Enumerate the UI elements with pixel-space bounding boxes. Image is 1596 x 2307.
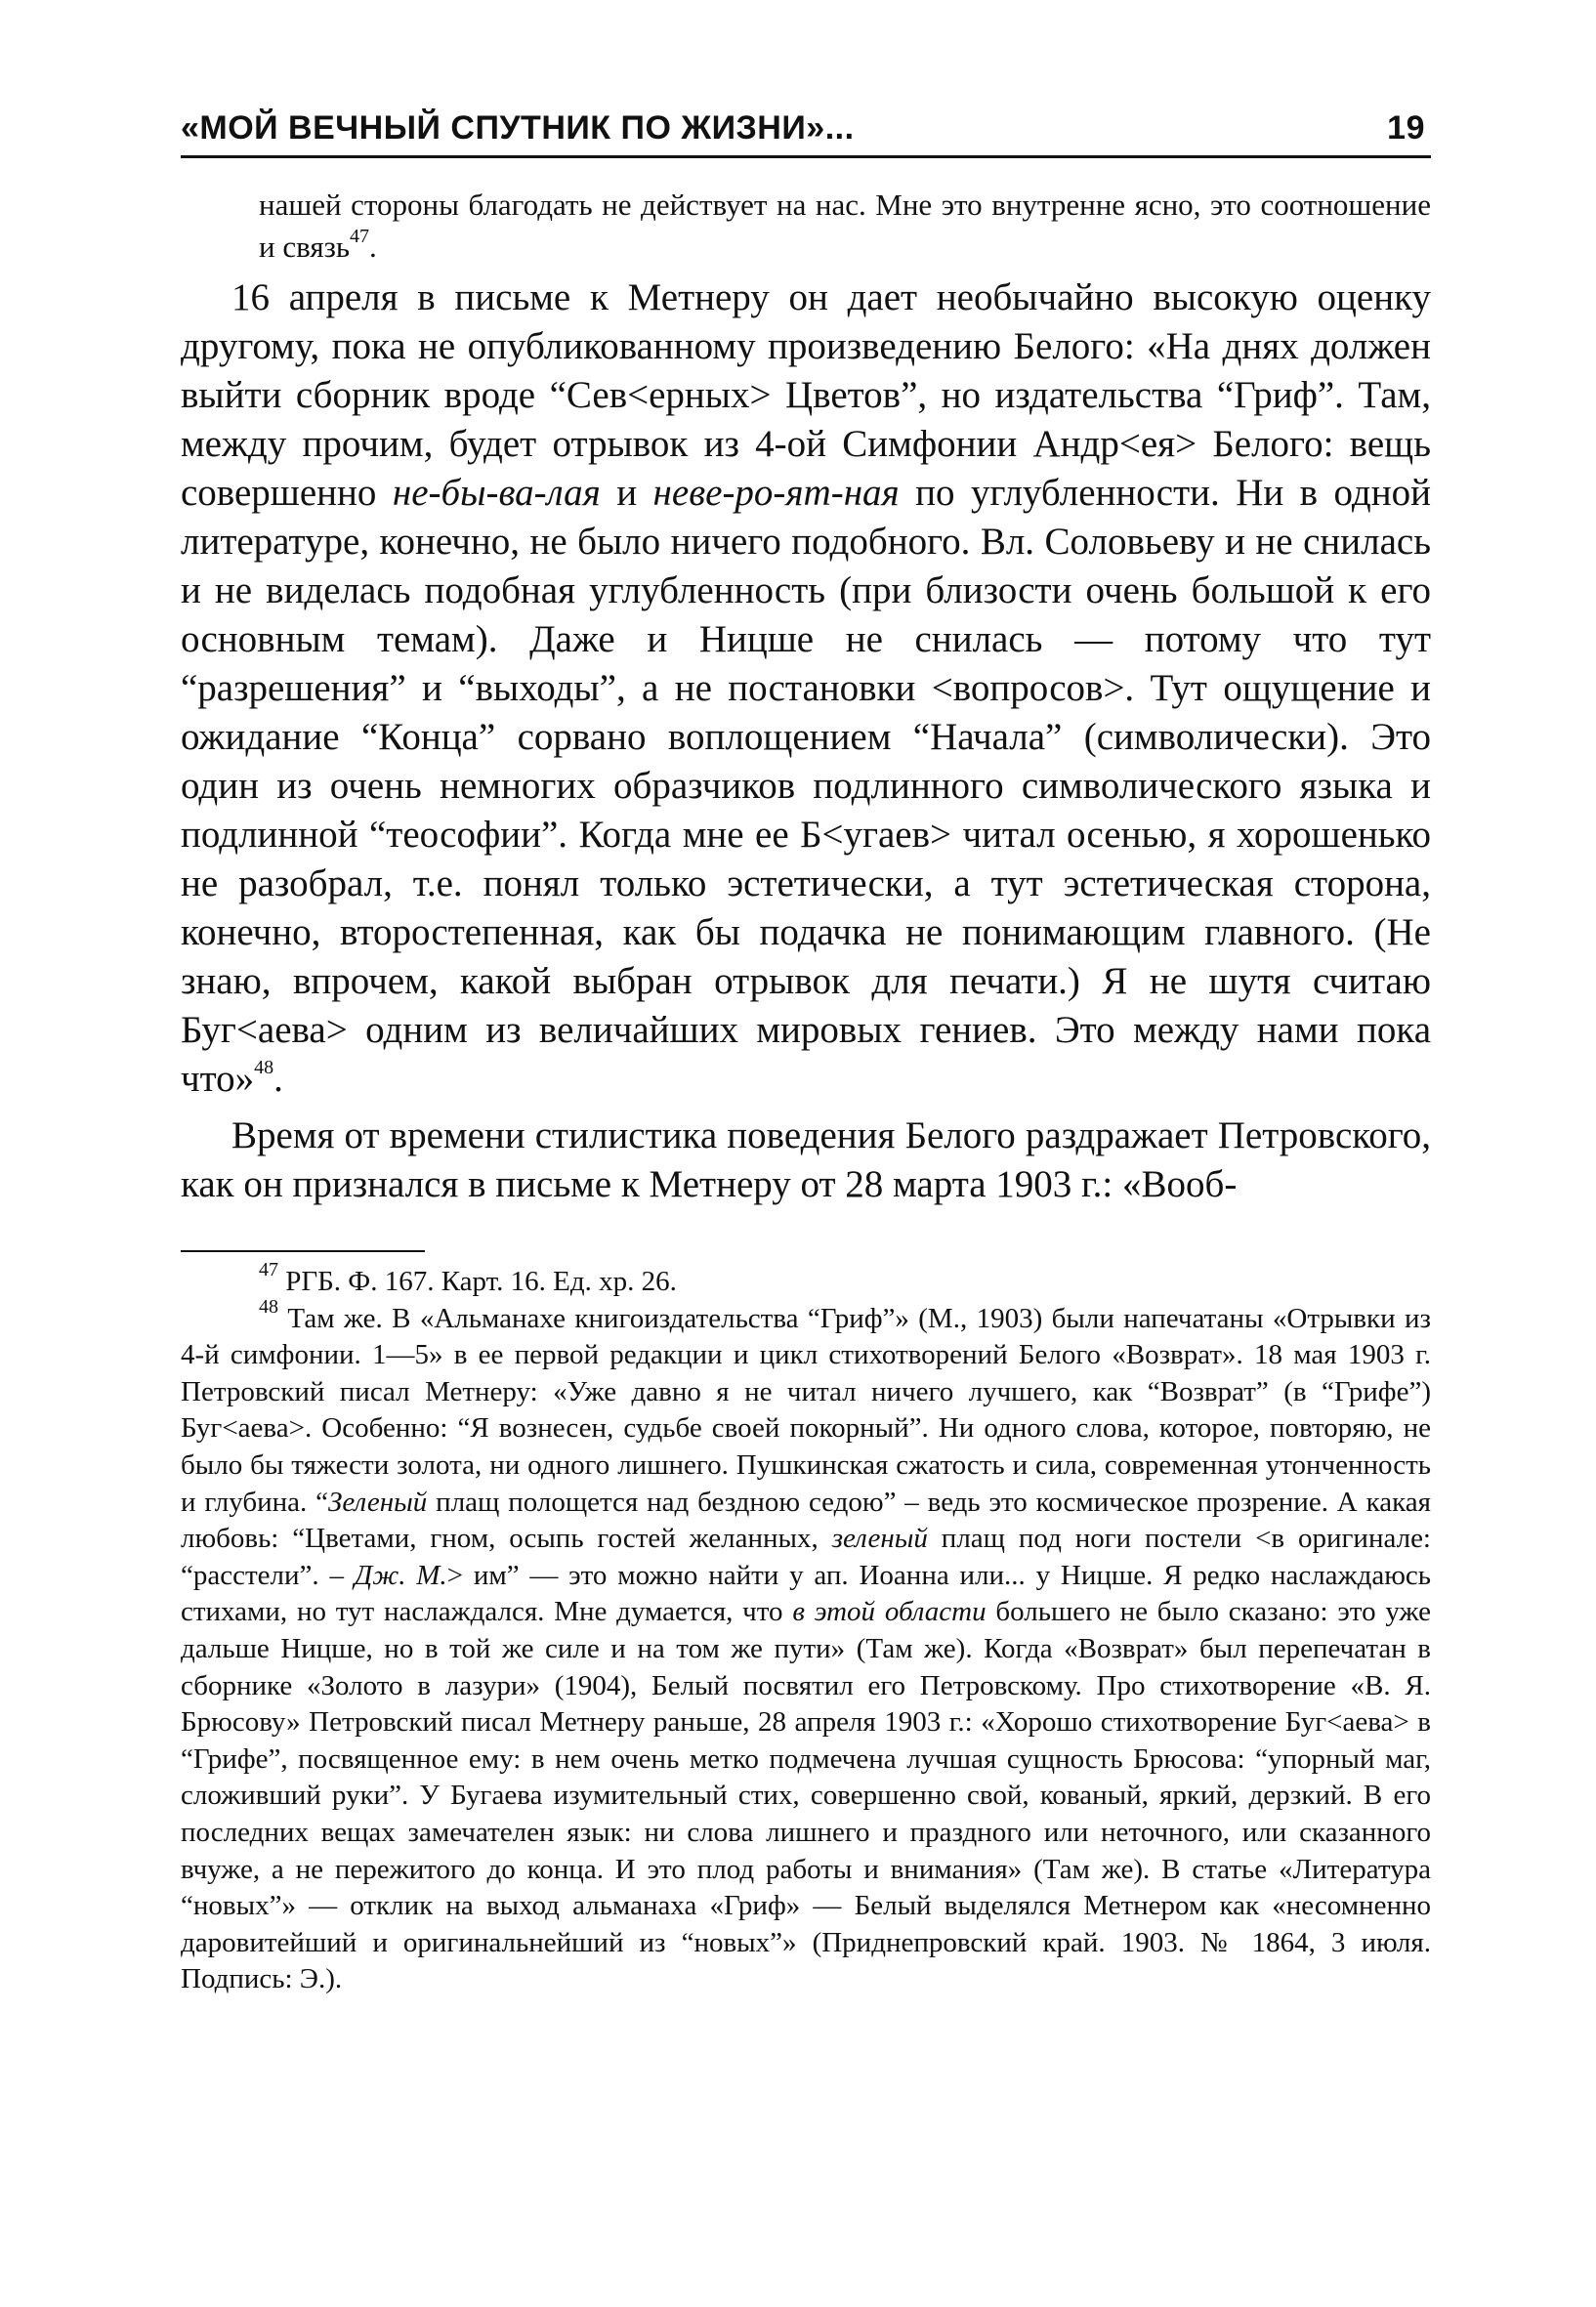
footnote-48-text-4: > им” — это можно найти у ап. Иоанна или... у Ницше. Я редко наслаждаюсь стихами, но тут наслаждался. Мне думается, что — [181, 1559, 1431, 1628]
running-title: «МОЙ ВЕЧНЫЙ СПУТНИК ПО ЖИЗНИ»... — [181, 109, 855, 147]
paragraph-1-part-b: и — [600, 472, 653, 514]
paragraph-1-emphasis-2: неве-ро-ят-ная — [652, 472, 900, 514]
footnote-48-emphasis-2: зеленый — [831, 1523, 928, 1555]
quote-continuation-text: нашей стороны благодать не действует на нас. Мне это внутренне ясно, это соотношение и связь — [259, 188, 1431, 264]
footnote-ref-48[interactable]: 48 — [254, 1057, 274, 1078]
footnote-separator — [181, 1250, 425, 1252]
paragraph-1-part-a: 16 апреля в письме к Метнеру он дает необычайно высокую оценку другому, пока не опубликованному произведению Белого: «На днях должен выйти сборник вроде “Сев<ерных> Цветов”, но издательства “Гриф”. Там, между прочим, будет отрывок из 4-ой Симфонии Андр<ея> Белого: вещь совершенно — [181, 276, 1431, 514]
footnote-48-text-2: плащ полощется над бездною седою” – ведь это космическое прозрение. А какая любовь: “Цветами, гном, осыпь гостей желанных, — [181, 1486, 1431, 1555]
footnotes — [181, 1259, 1431, 1998]
paragraph-1-part-c: по углубленности. Ни в одной литературе, конечно, не было ничего подобного. Вл. Соловьеву и не снилась и не виделась подобная углубленность (при близости очень большой к его основным темам). Даже и Ницше не снилась — потому что тут “разрешения” и “выходы”, а не постановки <вопросов>. Тут ощущение и ожидание “Конца” сорвано воплощением “Начала” (символически). Это один из очень немногих образчиков подлинного символического языка и подлинной “теософии”. Когда мне ее Б<угаев> читал осенью, я хорошенько не разобрал, т.е. понял только эстетически, а тут эстетическая сторона, конечно, второстепенная, как бы подачка не понимающим главного. (Не знаю, впрочем, какой выбран отрывок для печати.) Я не шутя считаю Буг<аева> одним из величайших мировых гениев. Это между нами пока что» — [181, 472, 1432, 1100]
paragraph-1-end: . — [273, 1058, 283, 1100]
footnote-48 — [181, 1295, 1431, 1998]
footnote-48-text-3: плащ под ноги постели <в оригинале: “расстели”. – — [181, 1523, 1431, 1591]
footnote-48-emphasis-3: Дж. М. — [354, 1559, 447, 1591]
footnote-48-text-1: Там же. В «Альманахе книгоиздательства “Гриф”» (М., 1903) были напечатаны «Отрывки из 4-й симфонии. 1—5» в ее первой редакции и цикл стихотворений Белого «Возврат». 18 мая 1903 г. Петровский писал Метнеру: «Уже давно я не читал ничего лучшего, как “Возврат” (в “Грифе”) Буг<аева>. Особенно: “Я вознесен, судьбе своей покорный”. Ни одного слова, которое, повторяю, не было бы тяжести золота, ни одного лишнего. Пушкинская сжатость и сила, современная утонченность и глубина. “ — [181, 1302, 1431, 1518]
page-number: 19 — [1387, 109, 1425, 147]
quote-continuation-end: . — [368, 230, 377, 264]
paragraph-1 — [181, 273, 1431, 1104]
running-header — [181, 109, 1431, 158]
footnote-47 — [181, 1259, 1431, 1301]
footnote-47-number: 47 — [259, 1259, 278, 1281]
footnote-48-emphasis-4: в этой области — [792, 1596, 987, 1628]
footnote-48-text-5: большего не было сказано: это уже дальше Ницше, но в той же силе и на том же пути» (Там же). Когда «Возврат» был перепечатан в сборнике «Золото в лазури» (1904), Белый посвятил его Петровскому. Про стихотворение «В. Я. Брюсову» Петровский писал Метнеру раньше, 28 апреля 1903 г.: «Хорошо стихотворение Буг<аева> в “Грифе”, посвященное ему: в нем очень метко подмечена лучшая сущность Брюсова: “упорный маг, сложивший руки”. У Бугаева изумительный стих, совершенно свой, кованый, яркий, дерзкий. В его последних вещах замечателен язык: ни слова лишнего и праздного или неточного, или сказанного вчуже, а не пережитого до конца. И это плод работы и внимания» (Там же). В статье «Литература “новых”» — отклик на выход альманаха «Гриф» — Белый выделялся Метнером как «несомненно даровитейший и оригинальнейший из “новых”» (Приднепровский край. 1903. № 1864, 3 июля. Подпись: Э.). — [181, 1596, 1431, 1995]
footnote-48-number: 48 — [259, 1295, 278, 1318]
quote-continuation — [181, 184, 1431, 268]
footnote-48-emphasis-1: Зеленый — [328, 1486, 428, 1518]
footnote-ref-47[interactable]: 47 — [349, 225, 369, 247]
book-page — [181, 109, 1431, 1998]
main-text — [181, 184, 1431, 1209]
footnote-47-text: РГБ. Ф. 167. Карт. 16. Ед. хр. 26. — [278, 1266, 677, 1297]
paragraph-1-emphasis-1: не-бы-ва-лая — [392, 472, 601, 514]
paragraph-2: Время от времени стилистика поведения Белого раздражает Петровского, как он признался в письме к Метнеру от 28 марта 1903 г.: «Вооб- — [181, 1114, 1431, 1205]
